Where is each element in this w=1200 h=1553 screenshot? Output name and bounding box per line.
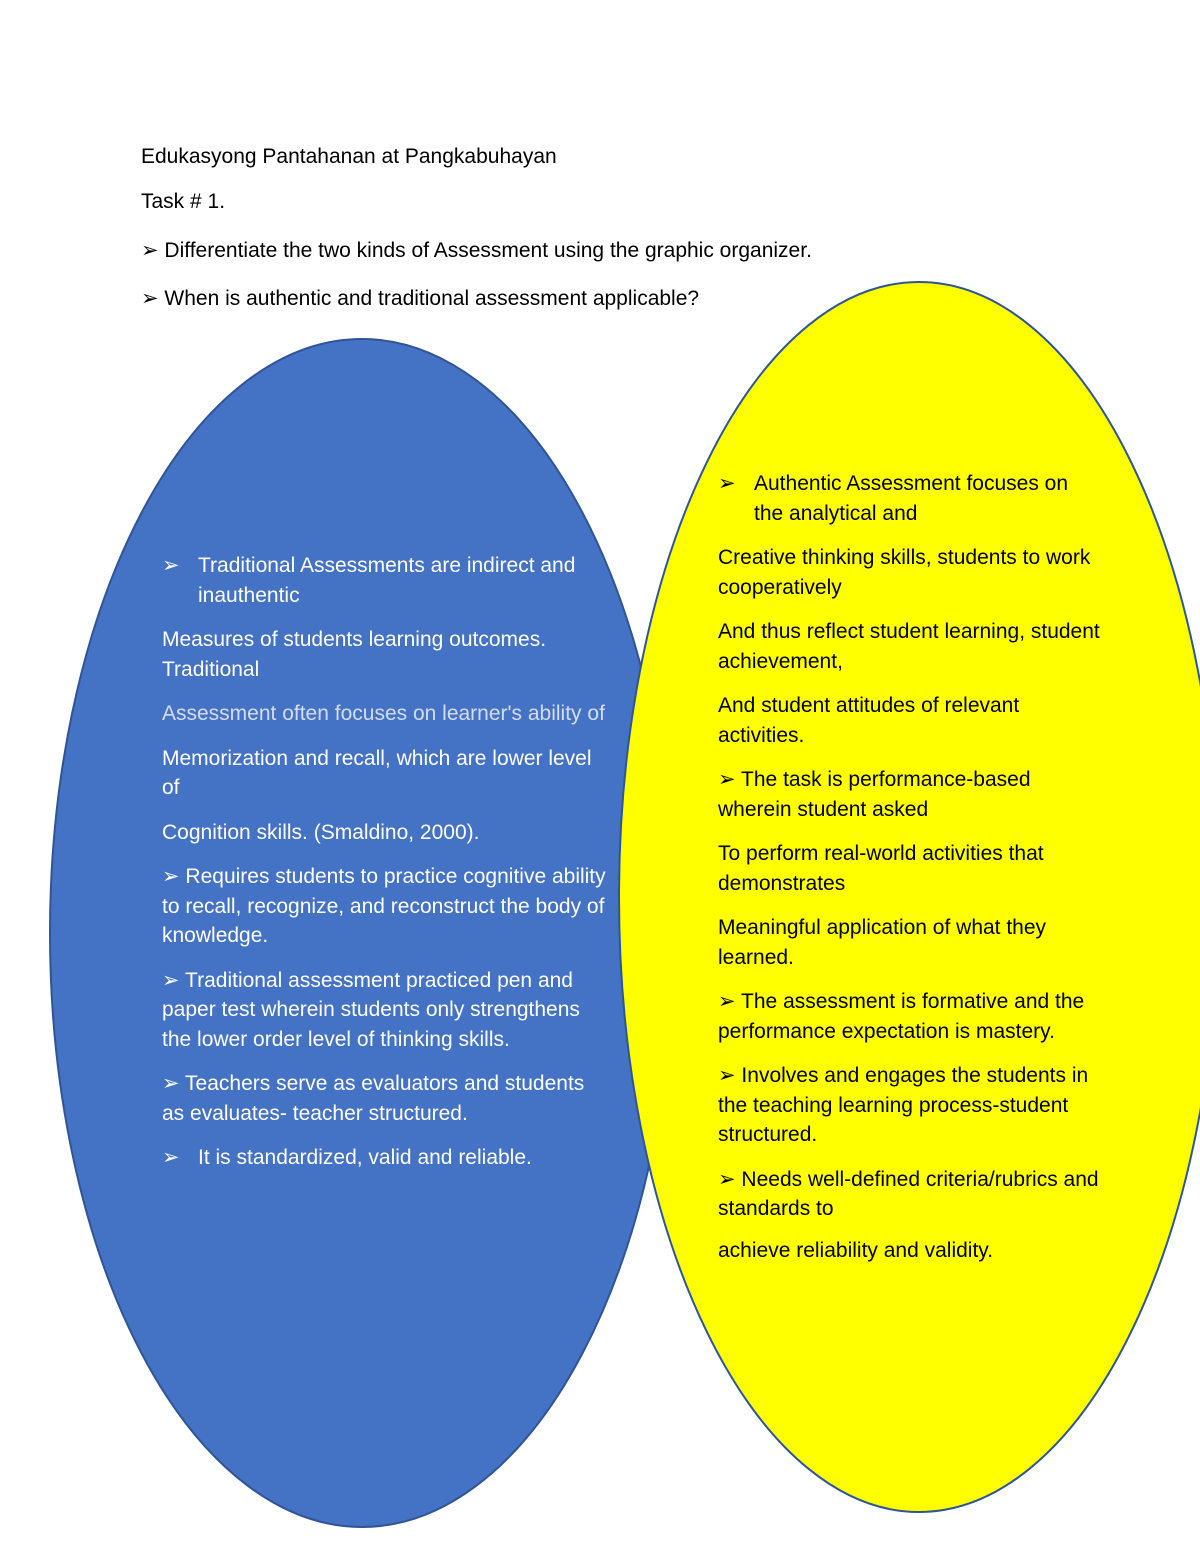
- traditional-paragraph: ➢ Traditional assessment practiced pen and paper test wherein students only strengthens the lower order level of thinking skills.: [162, 968, 580, 1051]
- authentic-paragraph: Meaningful application of what they learned.: [718, 916, 1047, 969]
- traditional-paragraph: ➢ Requires students to practice cognitive ability to recall, recognize, and reconstruct the body of knowledge.: [162, 865, 606, 947]
- traditional-paragraph: ➢ Teachers serve as evaluators and students as evaluates- teacher structured.: [162, 1072, 585, 1125]
- arrow-bullet-icon: ➢: [718, 472, 736, 495]
- authentic-paragraph: ➢ The assessment is formative and the performance expectation is mastery.: [718, 990, 1085, 1043]
- traditional-paragraph: Cognition skills. (Smaldino, 2000).: [162, 820, 480, 844]
- authentic-intro: ➢ Authentic Assessment focuses on the analytical and: [718, 469, 1103, 528]
- authentic-paragraph: ➢ Needs well-defined criteria/rubrics and standards to: [718, 1167, 1099, 1220]
- traditional-paragraph: Measures of students learning outcomes. Traditional: [162, 628, 547, 681]
- authentic-assessment-text: [718, 469, 1103, 1280]
- question-applicable: ➢ When is authentic and traditional assessment applicable?: [141, 287, 700, 310]
- traditional-intro: ➢ Traditional Assessments are indirect and inauthentic: [162, 551, 612, 610]
- arrow-bullet-icon: ➢: [162, 1146, 180, 1169]
- authentic-paragraph: To perform real-world activities that demonstrates: [718, 842, 1044, 895]
- authentic-paragraph: Creative thinking skills, students to work cooperatively: [718, 546, 1091, 599]
- subject-title: Edukasyong Pantahanan at Pangkabuhayan: [141, 145, 557, 168]
- authentic-paragraph: And student attitudes of relevant activities.: [718, 694, 1020, 747]
- traditional-last-bullet: ➢ It is standardized, valid and reliable.: [162, 1143, 612, 1173]
- authentic-paragraph: achieve reliability and validity.: [718, 1238, 994, 1262]
- authentic-paragraph: And thus reflect student learning, student achievement,: [718, 620, 1100, 673]
- arrow-bullet-icon: ➢: [162, 554, 180, 577]
- authentic-paragraph: ➢ The task is performance-based wherein student asked: [718, 768, 1031, 821]
- authentic-paragraph: ➢ Involves and engages the students in the teaching learning process-student structured.: [718, 1064, 1089, 1146]
- traditional-assessment-text: [162, 551, 612, 1188]
- traditional-paragraph: Memorization and recall, which are lower level of: [162, 746, 592, 799]
- task-label: Task # 1.: [141, 190, 226, 213]
- question-differentiate: ➢ Differentiate the two kinds of Assessment using the graphic organizer.: [141, 239, 812, 262]
- traditional-paragraph: Assessment often focuses on learner's ability of: [162, 702, 605, 725]
